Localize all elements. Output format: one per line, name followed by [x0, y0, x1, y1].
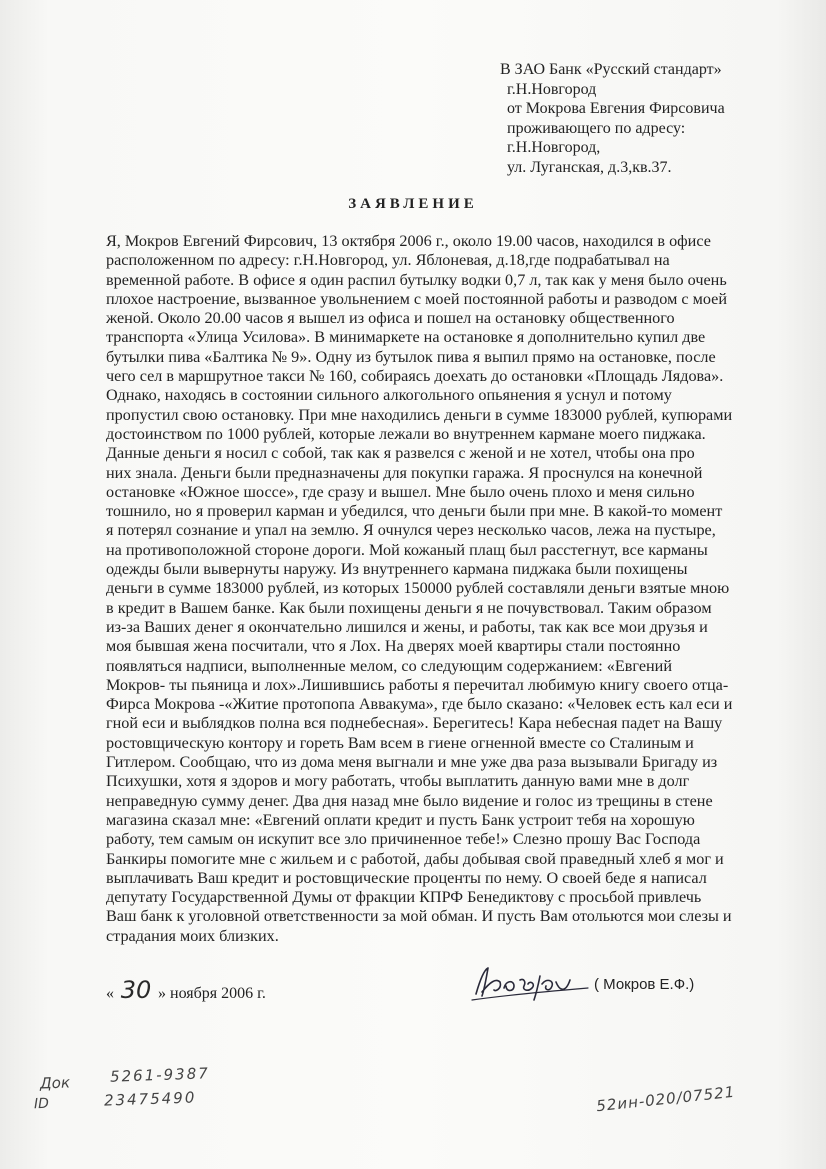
- handwritten-note-doc-number: 5261-9387: [109, 1064, 211, 1086]
- date-rest: » ноября 2006 г.: [158, 985, 266, 1002]
- body-line: я потерял сознание и упал на землю. Я очнулся через несколько часов, лежа на пустыре,: [106, 521, 716, 540]
- body-line: Гитлером. Сообщаю, что из дома меня выгнали и мне уже два раза вызывали Бригаду из: [106, 753, 718, 772]
- body-line: женой. Около 20.00 часов я вышел из офиса и пошел на остановку общественного: [106, 309, 675, 328]
- body-line: из-за Ваших денег я окончательно лишился и жены, и работы, так как все мои друзья и: [106, 617, 708, 636]
- body-line: гной еси и выблядков полна вся поднебесная». Берегитесь! Кара небесная падет на Вашу: [106, 714, 723, 733]
- body-line: моя бывшая жена посчитали, что я Лох. На дверях моей квартиры стали постоянно: [106, 637, 681, 656]
- addressee-line: от Мокрова Евгения Фирсовича: [507, 100, 725, 117]
- handwritten-note-id-label: ID: [33, 1095, 50, 1113]
- handwritten-signature: [470, 962, 600, 1002]
- body-line: транспорта «Улица Усилова». В минимаркете на остановке я дополнительно купил две: [106, 328, 706, 347]
- addressee-line: проживающего по адресу:: [507, 119, 686, 137]
- statement-body: [106, 232, 756, 946]
- addressee-line: ул. Луганская, д.3,кв.37.: [507, 158, 672, 176]
- body-line: Я, Мокров Евгений Фирсович, 13 октября 2006 г., около 19.00 часов, находился в офисе: [106, 232, 711, 250]
- body-line: пропустил свою остановку. При мне находились деньги в сумме 183000 рублей, купюрами: [106, 405, 733, 424]
- body-line: чего сел в маршрутное такси № 160, собираясь доехать до остановки «Площадь Лядова».: [106, 367, 724, 386]
- body-line: Фирса Мокрова -«Житие протопопа Аввакума», где было сказано: «Человек есть кал еси и: [106, 695, 733, 714]
- body-line: выплачивать Ваш кредит и ростовщические проценты по нему. О своей беде я написал: [106, 868, 707, 887]
- body-line: Мокров- ты пьяница и лох».Лишившись работы я перечитал любимую книгу своего отца-: [106, 675, 729, 694]
- document-title: ЗАЯВЛЕНИЕ: [348, 196, 478, 212]
- addressee-line: В ЗАО Банк «Русский стандарт»: [500, 61, 722, 78]
- date-day-handwritten: 30: [120, 976, 152, 1004]
- body-line: на противоположной стороне дороги. Мой кожаный плащ был расстегнут, все карманы: [106, 540, 708, 559]
- body-line: них знала. Деньги были предназначены для покупки гаража. Я проснулся на конечной: [106, 463, 703, 482]
- body-line: Однако, находясь в состоянии сильного алкогольного опьянения я уснул и потому: [106, 386, 672, 405]
- body-line: плохое настроение, вызванное увольнением с моей постоянной работы и разводом с моей: [106, 289, 727, 308]
- addressee-line: г.Н.Новгород: [507, 80, 597, 98]
- body-line: достоинством по 1000 рублей, которые лежали во внутреннем кармане моего пиджака.: [106, 424, 706, 443]
- body-line: бутылки пива «Балтика № 9». Одну из бутылок пива я выпил прямо на остановке, после: [106, 347, 716, 366]
- body-line: Ваш банк к уголовной ответственности за мой обман. И пусть Вам отольются мои слезы и: [106, 907, 732, 926]
- body-line: в кредит в Вашем банке. Как были похищены деньги я не почувствовал. Таким образом: [106, 598, 712, 617]
- body-line: магазина сказал мне: «Евгений оплати кредит и пусть Банк устроит тебя на хорошую: [106, 810, 695, 829]
- body-line: страдания моих близких.: [106, 926, 279, 945]
- body-line: остановке «Южное шоссе», где сразу и вышел. Мне было очень плохо и меня сильно: [106, 482, 695, 501]
- body-line: Данные деньги я носил с собой, так как я развелся с женой и не хотел, чтобы она про: [106, 444, 695, 463]
- signatory-name: ( Мокров Е.Ф.): [594, 976, 695, 993]
- body-line: ростовщическую контору и гореть Вам всем в гиене огненной вместе со Сталиным и: [106, 733, 694, 752]
- body-line: временной работе. В офисе я один распил бутылку водки 0,7 л, так как у меня было очень: [106, 270, 727, 289]
- body-line: неправедную сумму денег. Два дня назад мне было видение и голос из трещины в стене: [106, 791, 713, 810]
- date-open-quote: «: [106, 985, 114, 1002]
- body-line: работу, тем самым он искупит все зло причиненное тебе!» Слезно прошу Вас Господа: [106, 830, 701, 849]
- body-line: появляться надписи, выполненные мелом, со следующим содержанием: «Евгений: [106, 656, 672, 675]
- body-line: деньги в сумме 183000 рублей, из которых 150000 рублей составляли деньги взятые мною: [106, 579, 730, 598]
- body-line: тошнило, но я проверил карман и убедился, что деньги были при мне. В какой-то момент: [106, 502, 723, 521]
- body-line: одежды были вывернуты наружу. Из внутреннего кармана пиджака были похищены: [106, 560, 688, 579]
- document-date: [106, 976, 266, 1004]
- addressee-block: [500, 60, 800, 177]
- body-line: расположенном по адресу: г.Н.Новгород, ул. Яблоневая, д.18,где подрабатывал на: [106, 251, 670, 270]
- handwritten-note-id-number: 23475490: [103, 1088, 197, 1110]
- handwritten-note-account: 52ин-020/07521: [595, 1082, 737, 1116]
- body-line: Психушки, хотя я здоров и могу работать, чтобы выплатить данную вами мне в долг: [106, 772, 690, 791]
- body-line: Банкиры помогите мне с жильем и с работой, дабы добывая свой праведный хлеб я мог и: [106, 849, 724, 868]
- addressee-line: г.Н.Новгород,: [507, 139, 601, 156]
- handwritten-note-doc-label: Док: [39, 1073, 71, 1093]
- body-line: депутату Государственной Думы от фракции КПРФ Бенедиктову с просьбой привлечь: [106, 888, 702, 907]
